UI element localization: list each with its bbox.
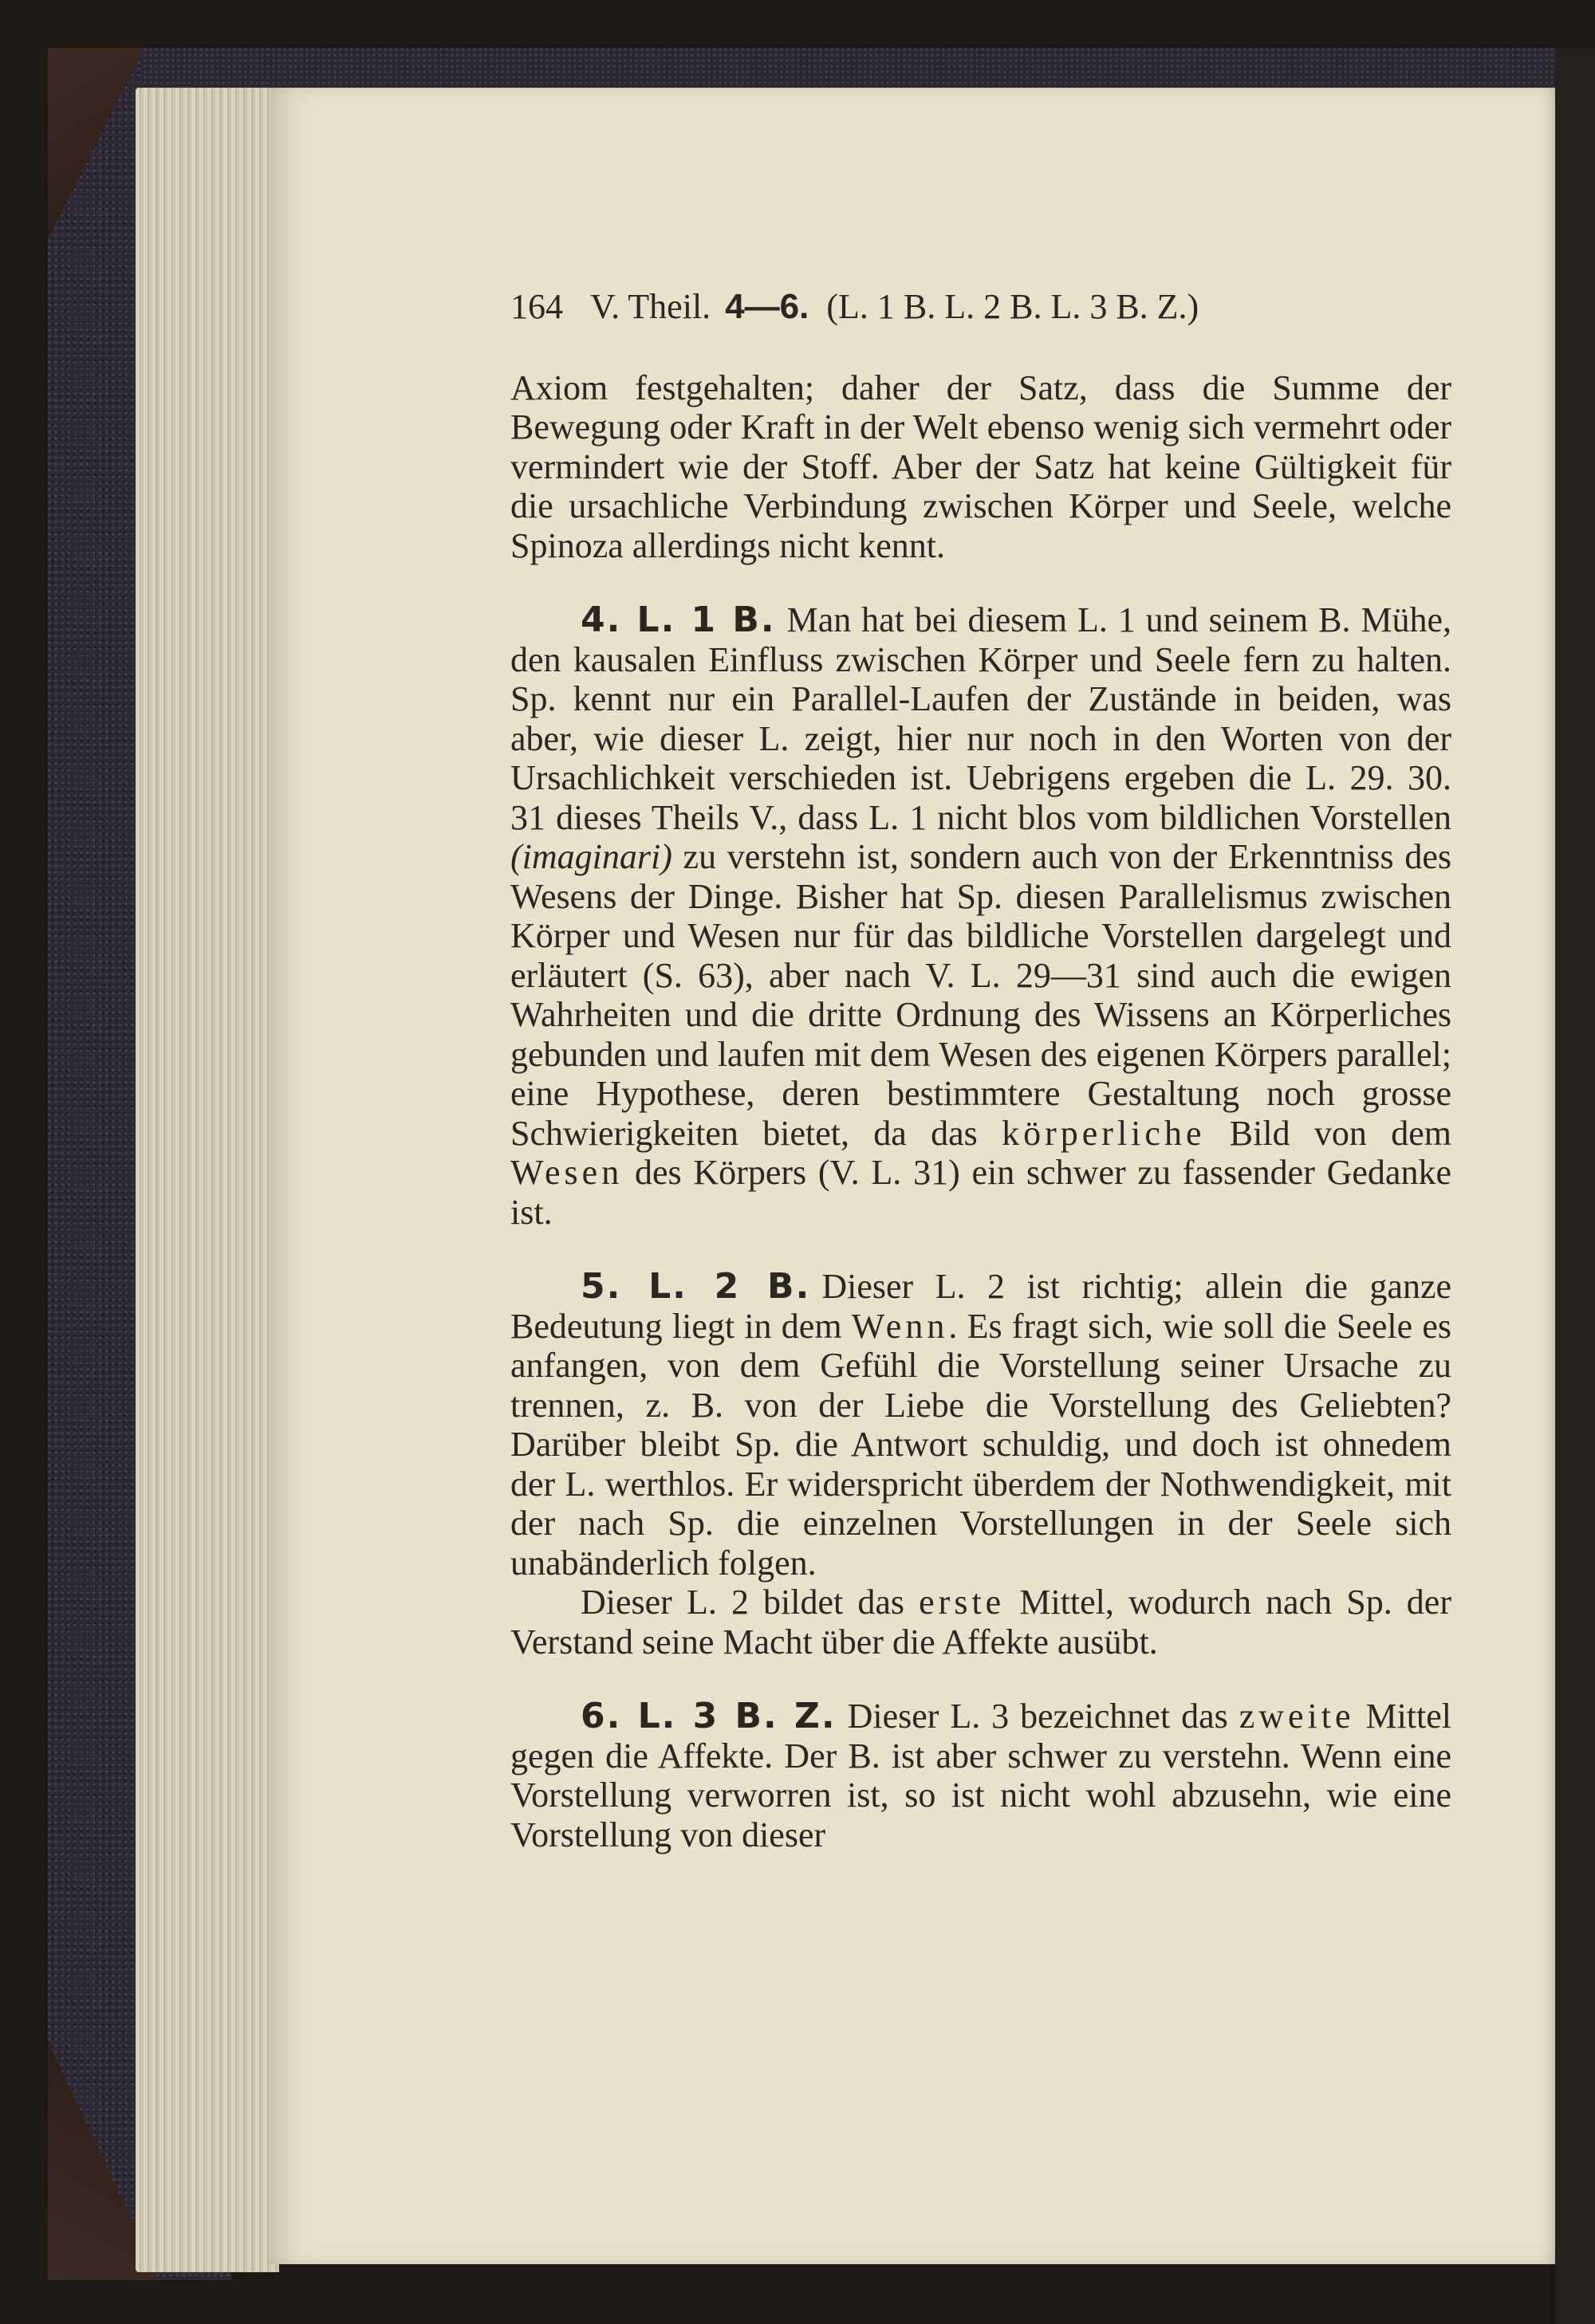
section-4-text-d: des Körpers (V. L. 31) ein schwer zu fassender Gedanke ist. bbox=[510, 1153, 1451, 1232]
section-5-paragraph-2 bbox=[510, 1583, 1451, 1661]
section-4-text-c: Bild von dem bbox=[1205, 1113, 1451, 1153]
running-header bbox=[510, 287, 1451, 327]
header-refs: (L. 1 B. L. 2 B. L. 3 B. Z.) bbox=[826, 287, 1199, 326]
section-5-p2-a: Dieser L. 2 bildet das bbox=[581, 1583, 920, 1622]
section-4-spaced-2: Wesen bbox=[510, 1153, 624, 1192]
page-edges bbox=[136, 88, 279, 2272]
section-4-text-a: Man hat bei diesem L. 1 und seinem B. Mühe, den kausalen Einfluss zwischen Körper und Seele fern zu halten. Sp. kennt nur ein Parallel-Laufen der Zustände in beiden, was aber, wie dieser L. zeigt, hier nur noch in den Worten von der Ursachlichkeit verschieden ist. Uebrigens ergeben die L. 29. 30. 31 dieses Theils V., dass L. 1 nicht blos vom bildlichen Vorstellen bbox=[510, 600, 1451, 837]
section-5-p2-b: Mittel, wodurch nach Sp. der Verstand seine Macht über die Affekte ausübt. bbox=[510, 1583, 1451, 1661]
section-4-label: 4. L. 1 B. bbox=[581, 600, 776, 640]
section-5-label: 5. L. 2 B. bbox=[581, 1266, 811, 1307]
section-5-p2-spaced: erste bbox=[919, 1583, 1006, 1622]
section-4-spaced-1: körperliche bbox=[1002, 1113, 1206, 1153]
section-5 bbox=[510, 1267, 1451, 1583]
right-margin-shadow bbox=[1555, 48, 1595, 2324]
section-4 bbox=[510, 600, 1451, 1232]
section-6-label: 6. L. 3 B. Z. bbox=[581, 1696, 837, 1736]
section-6-text-a: Dieser L. 3 bezeichnet das bbox=[847, 1697, 1239, 1736]
section-4-italic: (imaginari) bbox=[510, 837, 672, 876]
page-number: 164 bbox=[510, 287, 563, 326]
section-6 bbox=[510, 1697, 1451, 1854]
section-5-spaced: Wenn bbox=[851, 1306, 949, 1346]
section-5-text-b: . Es fragt sich, wie soll die Seele es anfangen, von dem Gefühl die Vorstellung seiner Ursache zu trennen, z. B. von der Liebe die Vorstellung des Geliebten? Darüber bleibt Sp. die Antwort schuldig, und doch ist ohnedem der L. werthlos. Er widerspricht überdem der Nothwendigkeit, mit der nach Sp. die einzelnen Vorstellungen in der Seele sich unabänderlich folgen. bbox=[510, 1306, 1451, 1583]
section-4-text-b: zu verstehn ist, sondern auch von der Erkenntniss des Wesens der Dinge. Bisher hat Sp. diesen Parallelismus zwischen Körper und Wesen nur für das bildliche Vorstellen dargelegt und erläutert (S. 63), aber nach V. L. 29—31 sind auch die ewigen Wahrheiten und die dritte Ordnung des Wissens an Körperliches gebunden und laufen mit dem Wesen des eigenen Körpers parallel; eine Hypothese, deren bestimmtere Gestaltung noch grosse Schwierigkeiten bietet, da das bbox=[510, 837, 1451, 1153]
paragraph-continuation: Axiom festgehalten; daher der Satz, dass die Summe der Bewegung oder Kraft in der Welt ebenso wenig sich vermehrt oder vermindert wie der Stoff. Aber der Satz hat keine Gültigkeit für die ursachliche Verbindung zwischen Körper und Seele, welche Spinoza allerdings nicht kennt. bbox=[510, 368, 1451, 565]
header-sections: 4—6. bbox=[725, 287, 809, 326]
header-part: V. Theil. bbox=[590, 287, 711, 326]
section-6-spaced: zweite bbox=[1239, 1697, 1355, 1736]
book-page bbox=[271, 88, 1555, 2264]
section-6-text-b: Mittel gegen die Affekte. Der B. ist aber schwer zu verstehn. Wenn eine Vorstellung verworren ist, so ist nicht wohl abzusehn, wie eine Vorstellung von dieser bbox=[510, 1697, 1451, 1854]
section-5-text-a: Dieser L. 2 ist richtig; allein die ganze Bedeutung liegt in dem bbox=[510, 1267, 1452, 1346]
page-text bbox=[510, 287, 1451, 1854]
